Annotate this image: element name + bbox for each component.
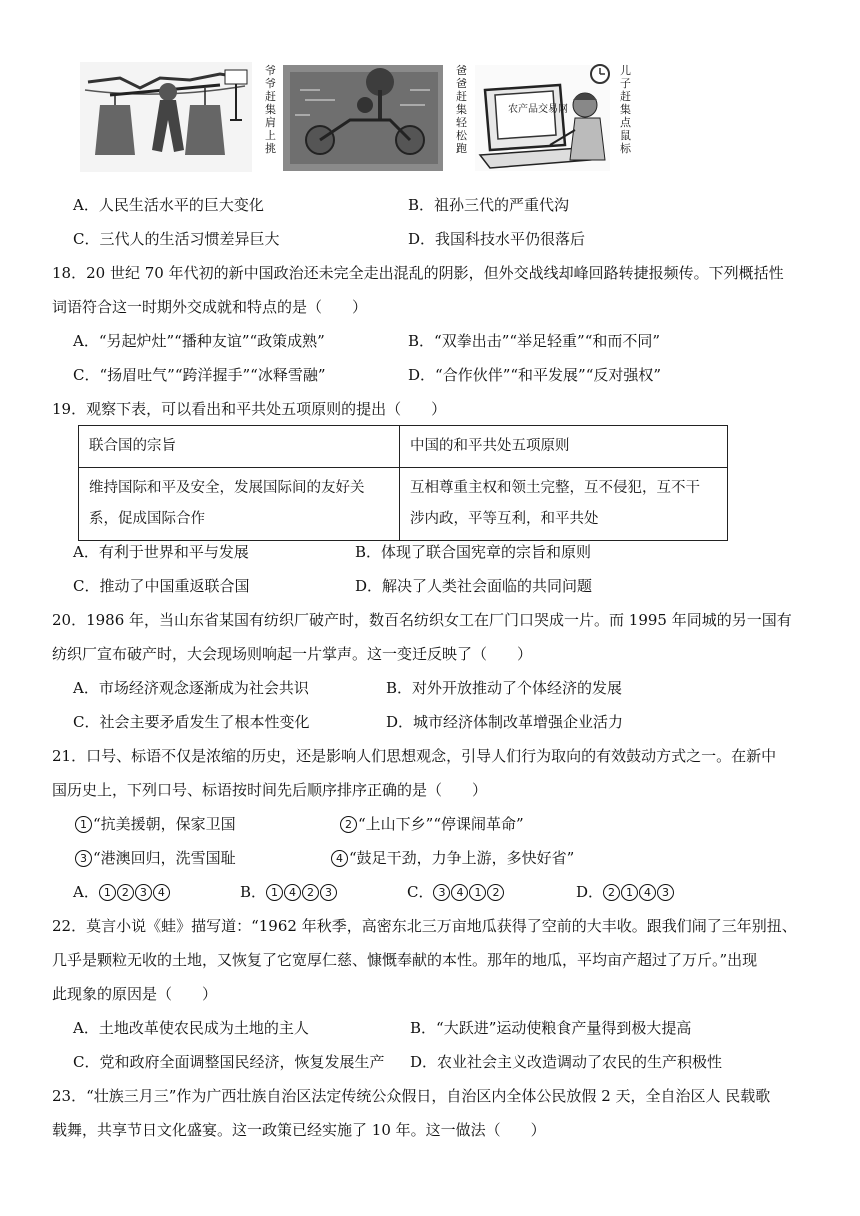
- table-cell-five-principles: [400, 468, 728, 541]
- cell-line: 维持国际和平及安全，发展国际间的友好关: [89, 480, 365, 496]
- cell-line: 涉内政，平等互利，和平共处: [410, 511, 599, 527]
- cartoon-panel-grandfather: [80, 62, 252, 172]
- q18-option-d[interactable]: D．“合作伙伴”“和平发展”“反对强权”: [408, 366, 662, 384]
- q21-option-b[interactable]: [240, 881, 338, 902]
- circled-number: 3: [657, 884, 674, 901]
- circled-number: 2: [117, 884, 134, 901]
- q19-option-c[interactable]: C．推动了中国重返联合国: [73, 577, 250, 595]
- circled-number: 1: [469, 884, 486, 901]
- svg-text:爸爸赶集轻松跑: 爸爸赶集轻松跑: [456, 64, 467, 155]
- q20-option-c[interactable]: C．社会主要矛盾发生了根本性变化: [73, 713, 310, 731]
- option-label: B．: [240, 883, 267, 901]
- q19-option-b[interactable]: B．体现了联合国宪章的宗旨和原则: [355, 543, 592, 561]
- q20-stem-line2: 纺织厂宣布破产时，大会现场则响起一片掌声。这一变迁反映了（ ）: [52, 645, 533, 663]
- q21-stem-line2: 国历史上，下列口号、标语按时间先后顺序排序正确的是（ ）: [52, 781, 488, 799]
- q17-option-d[interactable]: D．我国科技水平仍很落后: [408, 230, 586, 248]
- circled-number: 3: [135, 884, 152, 901]
- q18-option-a[interactable]: A．“另起炉灶”“播种友谊”“政策成熟”: [73, 332, 325, 350]
- item-text: “港澳回归，洗雪国耻: [93, 849, 236, 867]
- q22-option-a[interactable]: A．土地改革使农民成为土地的主人: [73, 1019, 309, 1037]
- cartoon-caption-1: [265, 64, 276, 155]
- q22-option-b[interactable]: B．“大跃进”运动使粮食产量得到极大提高: [410, 1019, 692, 1037]
- item-text: “鼓足干劲，力争上游，多快好省”: [349, 849, 575, 867]
- q17-option-b[interactable]: B．祖孙三代的严重代沟: [408, 196, 570, 214]
- q23-stem-line2: 载舞，共享节日文化盛宴。这一政策已经实施了 10 年。这一做法（ ）: [52, 1121, 546, 1139]
- option-label: A．: [73, 883, 99, 901]
- caption-1-chars: 爷: [265, 64, 276, 77]
- q19-option-d[interactable]: D．解决了人类社会面临的共同问题: [355, 577, 593, 595]
- cell-line: 互相尊重主权和领土完整，互不侵犯，互不干: [410, 480, 700, 496]
- q21-option-d[interactable]: [576, 881, 675, 902]
- table-header-row: [79, 426, 728, 468]
- q21-item-3: [75, 847, 236, 868]
- circled-number: 3: [75, 850, 92, 867]
- q21-item-1: [75, 813, 236, 834]
- q23-stem-line1: 23．“壮族三月三”作为广西壮族自治区法定传统公众假日，自治区内全体公民放假 2 天，全自治区人 民载歌: [52, 1087, 771, 1105]
- cartoon-caption-2: [456, 64, 468, 155]
- circled-number: 1: [99, 884, 116, 901]
- cartoon-panel-son: [475, 65, 610, 171]
- q19-stem: 19．观察下表，可以看出和平共处五项原则的提出（ ）: [52, 400, 447, 418]
- q20-option-d[interactable]: D．城市经济体制改革增强企业活力: [386, 713, 624, 731]
- screen-text: 农产品交易网: [508, 104, 568, 115]
- circled-number: 4: [153, 884, 170, 901]
- q20-option-b[interactable]: B．对外开放推动了个体经济的发展: [386, 679, 623, 697]
- q18-stem-line1: 18．20 世纪 70 年代初的新中国政治还未完全走出混乱的阴影，但外交战线却峰回路转捷报频传。下列概括性: [52, 264, 784, 282]
- circled-number: 2: [603, 884, 620, 901]
- circled-number: 4: [284, 884, 301, 901]
- q18-option-b[interactable]: B．“双拳出击”“举足轻重”“和而不同”: [408, 332, 661, 350]
- q19-comparison-table: [78, 425, 728, 541]
- cartoon-panel-father: [283, 65, 443, 171]
- q21-stem-line1: 21．口号、标语不仅是浓缩的历史，还是影响人们思想观念，引导人们行为取向的有效鼓动方式之一。在新中: [52, 747, 777, 765]
- circled-number: 2: [340, 816, 357, 833]
- q21-option-c[interactable]: [407, 881, 505, 902]
- table-row: [79, 468, 728, 541]
- circled-number: 4: [451, 884, 468, 901]
- table-cell-un-purpose: [79, 468, 400, 541]
- table-header-five-principles: 中国的和平共处五项原则: [400, 426, 728, 468]
- cell-line: 系，促成国际合作: [89, 511, 205, 527]
- circled-number: 1: [266, 884, 283, 901]
- svg-text:爷爷赶集肩上挑: 爷爷赶集肩上挑: [265, 64, 276, 155]
- q22-stem-line2: 几乎是颗粒无收的土地，又恢复了它宽厚仁慈、慷慨奉献的本性。那年的地瓜，平均亩产超过了万斤。”出现: [52, 951, 758, 969]
- q17-option-a[interactable]: A．人民生活水平的巨大变化: [73, 196, 264, 214]
- q22-stem-line3: 此现象的原因是（ ）: [52, 985, 218, 1003]
- circled-number: 4: [639, 884, 656, 901]
- circled-number: 2: [302, 884, 319, 901]
- q21-option-a[interactable]: [73, 881, 171, 902]
- circled-number: 1: [621, 884, 638, 901]
- q19-option-a[interactable]: A．有利于世界和平与发展: [73, 543, 249, 561]
- circled-number: 3: [320, 884, 337, 901]
- circled-number: 4: [331, 850, 348, 867]
- q21-item-2: [340, 813, 524, 834]
- q17-option-c[interactable]: C．三代人的生活习惯差异巨大: [73, 230, 280, 248]
- q18-option-c[interactable]: C．“扬眉吐气”“跨洋握手”“冰释雪融”: [73, 366, 326, 384]
- option-label: C．: [407, 883, 434, 901]
- item-text: “上山下乡”“停课闹革命”: [358, 815, 524, 833]
- circled-number: 1: [75, 816, 92, 833]
- table-header-un-purpose: 联合国的宗旨: [79, 426, 400, 468]
- circled-number: 3: [433, 884, 450, 901]
- option-label: D．: [576, 883, 604, 901]
- circled-number: 2: [487, 884, 504, 901]
- item-text: “抗美援朝，保家卫国: [93, 815, 236, 833]
- svg-text:儿子赶集点鼠标: 儿子赶集点鼠标: [620, 64, 631, 155]
- q21-item-4: [331, 847, 574, 868]
- q22-option-d[interactable]: D．农业社会主义改造调动了农民的生产积极性: [410, 1053, 723, 1071]
- q22-stem-line1: 22．莫言小说《蛙》描写道：“1962 年秋季，高密东北三万亩地瓜获得了空前的大丰收。跟我们闹了三年别扭、: [52, 917, 797, 935]
- q20-stem-line1: 20．1986 年，当山东省某国有纺织厂破产时，数百名纺织女工在厂门口哭成一片。而 1995 年同城的另一国有: [52, 611, 792, 629]
- q20-option-a[interactable]: A．市场经济观念逐渐成为社会共识: [73, 679, 309, 697]
- cartoon-illustration: [80, 60, 635, 175]
- cartoon-caption-3: [620, 63, 632, 155]
- q22-option-c[interactable]: C．党和政府全面调整国民经济，恢复发展生产: [73, 1053, 385, 1071]
- q18-stem-line2: 词语符合这一时期外交成就和特点的是（ ）: [52, 298, 368, 316]
